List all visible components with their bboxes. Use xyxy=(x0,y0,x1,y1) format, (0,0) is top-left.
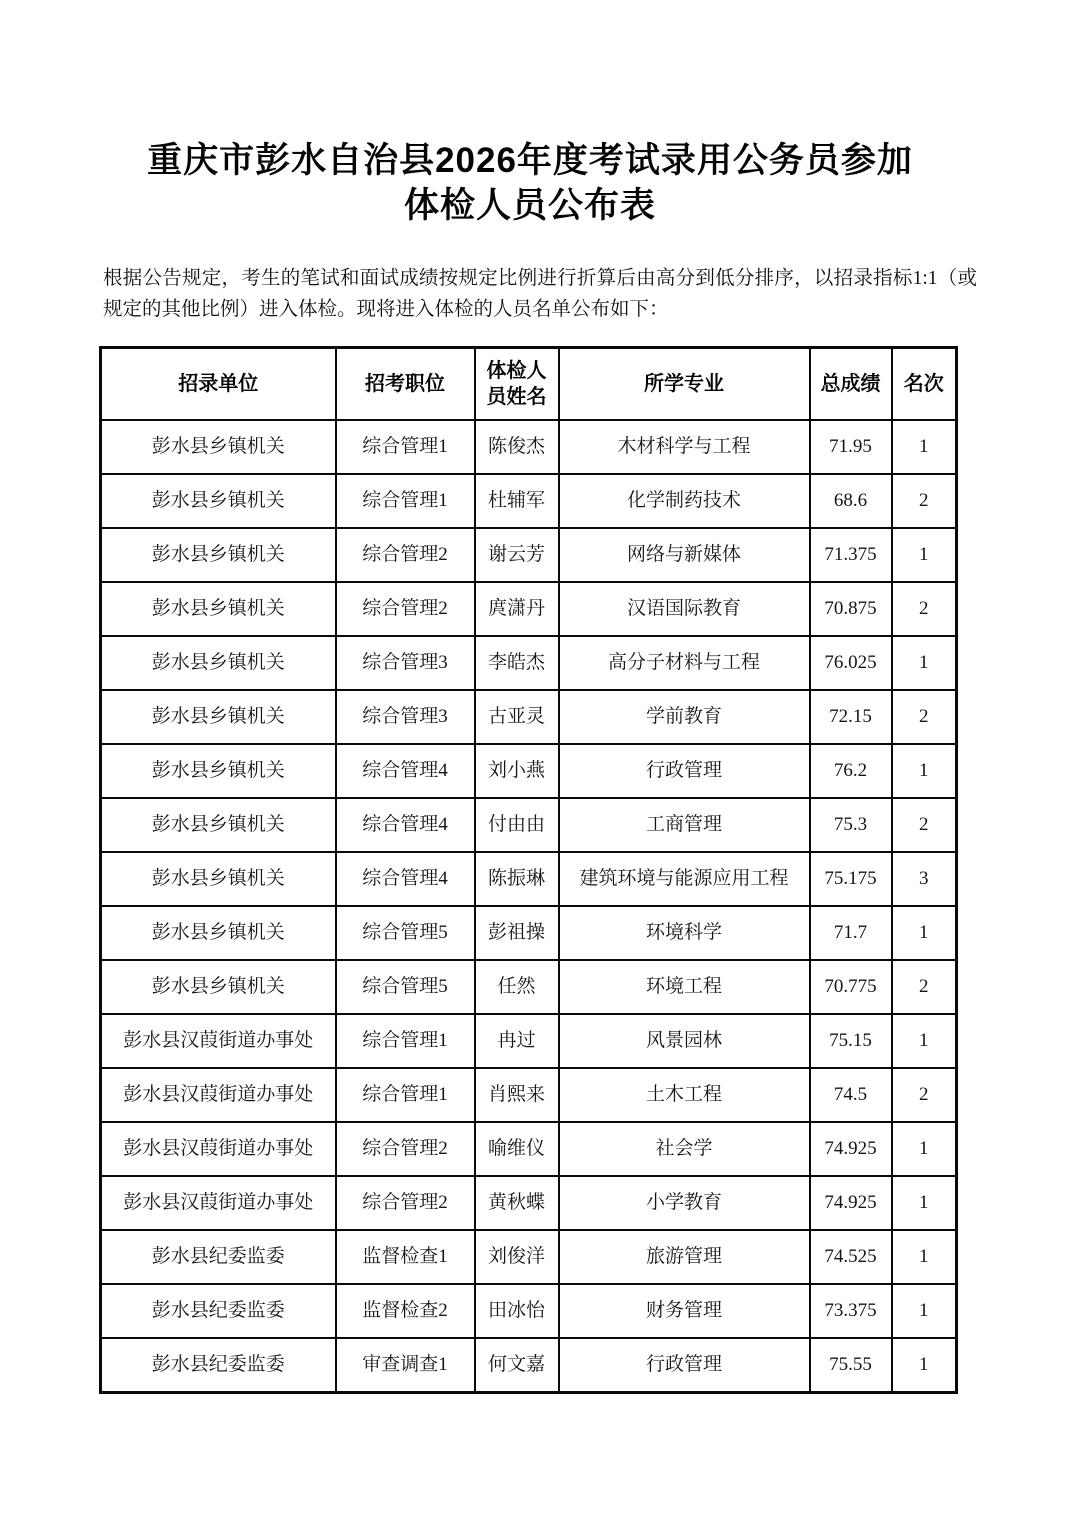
cell-rank: 1 xyxy=(892,1230,957,1284)
cell-name: 田冰怡 xyxy=(475,1284,559,1338)
cell-score: 68.6 xyxy=(810,474,892,528)
cell-name: 黄秋蝶 xyxy=(475,1176,559,1230)
table-row xyxy=(101,1068,957,1122)
cell-score: 76.2 xyxy=(810,744,892,798)
cell-major: 环境工程 xyxy=(559,960,810,1014)
cell-rank: 1 xyxy=(892,1122,957,1176)
cell-position: 综合管理5 xyxy=(336,906,475,960)
cell-score: 70.875 xyxy=(810,582,892,636)
cell-position: 综合管理3 xyxy=(336,636,475,690)
table-row xyxy=(101,1176,957,1230)
cell-position: 综合管理2 xyxy=(336,1176,475,1230)
cell-unit: 彭水县乡镇机关 xyxy=(101,960,336,1014)
cell-major: 行政管理 xyxy=(559,1338,810,1393)
cell-name: 刘俊洋 xyxy=(475,1230,559,1284)
header-cell-unit: 招录单位 xyxy=(101,348,336,421)
cell-unit: 彭水县乡镇机关 xyxy=(101,852,336,906)
table-row xyxy=(101,1122,957,1176)
cell-rank: 2 xyxy=(892,690,957,744)
cell-score: 75.55 xyxy=(810,1338,892,1393)
cell-position: 综合管理2 xyxy=(336,528,475,582)
cell-name: 肖熙来 xyxy=(475,1068,559,1122)
cell-score: 75.15 xyxy=(810,1014,892,1068)
cell-score: 71.95 xyxy=(810,420,892,474)
cell-name: 李皓杰 xyxy=(475,636,559,690)
header-cell-position: 招考职位 xyxy=(336,348,475,421)
cell-rank: 1 xyxy=(892,1338,957,1393)
cell-major: 网络与新媒体 xyxy=(559,528,810,582)
cell-major: 旅游管理 xyxy=(559,1230,810,1284)
cell-score: 71.7 xyxy=(810,906,892,960)
cell-name: 冉过 xyxy=(475,1014,559,1068)
cell-major: 木材科学与工程 xyxy=(559,420,810,474)
intro-paragraph: 根据公告规定，考生的笔试和面试成绩按规定比例进行折算后由高分到低分排序，以招录指标1:1（或规定的其他比例）进入体检。现将进入体检的人员名单公布如下： xyxy=(103,268,977,320)
cell-score: 70.775 xyxy=(810,960,892,1014)
table-header-row xyxy=(101,348,957,421)
cell-position: 综合管理1 xyxy=(336,420,475,474)
cell-unit: 彭水县乡镇机关 xyxy=(101,798,336,852)
cell-rank: 1 xyxy=(892,636,957,690)
cell-unit: 彭水县乡镇机关 xyxy=(101,744,336,798)
cell-major: 工商管理 xyxy=(559,798,810,852)
cell-score: 72.15 xyxy=(810,690,892,744)
cell-rank: 2 xyxy=(892,960,957,1014)
cell-score: 74.925 xyxy=(810,1176,892,1230)
cell-score: 75.3 xyxy=(810,798,892,852)
cell-major: 环境科学 xyxy=(559,906,810,960)
cell-name: 陈俊杰 xyxy=(475,420,559,474)
cell-rank: 2 xyxy=(892,582,957,636)
cell-position: 审查调查1 xyxy=(336,1338,475,1393)
cell-position: 综合管理2 xyxy=(336,1122,475,1176)
cell-name: 古亚灵 xyxy=(475,690,559,744)
header-cell-name: 体检人员姓名 xyxy=(475,348,559,421)
table-row xyxy=(101,744,957,798)
cell-major: 财务管理 xyxy=(559,1284,810,1338)
cell-name: 刘小燕 xyxy=(475,744,559,798)
cell-rank: 1 xyxy=(892,420,957,474)
cell-position: 监督检查1 xyxy=(336,1230,475,1284)
cell-score: 75.175 xyxy=(810,852,892,906)
table-row xyxy=(101,1014,957,1068)
cell-rank: 1 xyxy=(892,1176,957,1230)
header-cell-major: 所学专业 xyxy=(559,348,810,421)
table-row xyxy=(101,420,957,474)
cell-rank: 1 xyxy=(892,528,957,582)
cell-position: 综合管理5 xyxy=(336,960,475,1014)
cell-position: 综合管理1 xyxy=(336,474,475,528)
cell-name: 彭祖操 xyxy=(475,906,559,960)
cell-major: 土木工程 xyxy=(559,1068,810,1122)
table-row xyxy=(101,1338,957,1393)
cell-name: 何文嘉 xyxy=(475,1338,559,1393)
cell-position: 综合管理1 xyxy=(336,1014,475,1068)
cell-position: 综合管理2 xyxy=(336,582,475,636)
cell-unit: 彭水县汉葭街道办事处 xyxy=(101,1068,336,1122)
cell-unit: 彭水县纪委监委 xyxy=(101,1338,336,1393)
cell-unit: 彭水县乡镇机关 xyxy=(101,636,336,690)
cell-position: 综合管理4 xyxy=(336,744,475,798)
cell-unit: 彭水县纪委监委 xyxy=(101,1230,336,1284)
cell-unit: 彭水县汉葭街道办事处 xyxy=(101,1176,336,1230)
table-row xyxy=(101,798,957,852)
cell-position: 综合管理4 xyxy=(336,852,475,906)
cell-major: 小学教育 xyxy=(559,1176,810,1230)
cell-rank: 2 xyxy=(892,1068,957,1122)
cell-major: 化学制药技术 xyxy=(559,474,810,528)
cell-major: 学前教育 xyxy=(559,690,810,744)
cell-score: 74.925 xyxy=(810,1122,892,1176)
cell-unit: 彭水县乡镇机关 xyxy=(101,906,336,960)
cell-name: 喻维仪 xyxy=(475,1122,559,1176)
cell-rank: 2 xyxy=(892,798,957,852)
cell-name: 谢云芳 xyxy=(475,528,559,582)
page-title xyxy=(60,138,1000,228)
cell-name: 庹潇丹 xyxy=(475,582,559,636)
cell-unit: 彭水县汉葭街道办事处 xyxy=(101,1122,336,1176)
table-row xyxy=(101,852,957,906)
cell-unit: 彭水县乡镇机关 xyxy=(101,690,336,744)
cell-position: 综合管理4 xyxy=(336,798,475,852)
cell-major: 风景园林 xyxy=(559,1014,810,1068)
table-row xyxy=(101,690,957,744)
cell-name: 付由由 xyxy=(475,798,559,852)
table-row xyxy=(101,960,957,1014)
table-row xyxy=(101,582,957,636)
header-cell-rank: 名次 xyxy=(892,348,957,421)
cell-unit: 彭水县纪委监委 xyxy=(101,1284,336,1338)
table-row xyxy=(101,1230,957,1284)
cell-score: 74.5 xyxy=(810,1068,892,1122)
cell-unit: 彭水县乡镇机关 xyxy=(101,420,336,474)
header-cell-score: 总成绩 xyxy=(810,348,892,421)
cell-unit: 彭水县乡镇机关 xyxy=(101,474,336,528)
page-title-line-1: 重庆市彭水自治县2026年度考试录用公务员参加 xyxy=(147,141,913,180)
page-title-line-2: 体检人员公布表 xyxy=(403,186,656,225)
results-table xyxy=(99,346,958,1394)
cell-unit: 彭水县乡镇机关 xyxy=(101,582,336,636)
cell-rank: 3 xyxy=(892,852,957,906)
cell-name: 任然 xyxy=(475,960,559,1014)
cell-score: 76.025 xyxy=(810,636,892,690)
table-row xyxy=(101,906,957,960)
cell-rank: 2 xyxy=(892,474,957,528)
cell-rank: 1 xyxy=(892,906,957,960)
cell-rank: 1 xyxy=(892,744,957,798)
cell-score: 74.525 xyxy=(810,1230,892,1284)
cell-position: 综合管理1 xyxy=(336,1068,475,1122)
cell-unit: 彭水县汉葭街道办事处 xyxy=(101,1014,336,1068)
table-row xyxy=(101,474,957,528)
cell-major: 汉语国际教育 xyxy=(559,582,810,636)
cell-name: 杜辅军 xyxy=(475,474,559,528)
table-row xyxy=(101,636,957,690)
cell-major: 高分子材料与工程 xyxy=(559,636,810,690)
cell-major: 社会学 xyxy=(559,1122,810,1176)
cell-score: 71.375 xyxy=(810,528,892,582)
cell-major: 建筑环境与能源应用工程 xyxy=(559,852,810,906)
cell-score: 73.375 xyxy=(810,1284,892,1338)
cell-position: 监督检查2 xyxy=(336,1284,475,1338)
cell-rank: 1 xyxy=(892,1014,957,1068)
cell-rank: 1 xyxy=(892,1284,957,1338)
cell-position: 综合管理3 xyxy=(336,690,475,744)
table-body xyxy=(101,420,957,1393)
cell-unit: 彭水县乡镇机关 xyxy=(101,528,336,582)
cell-major: 行政管理 xyxy=(559,744,810,798)
cell-name: 陈振琳 xyxy=(475,852,559,906)
table-row xyxy=(101,1284,957,1338)
table-row xyxy=(101,528,957,582)
